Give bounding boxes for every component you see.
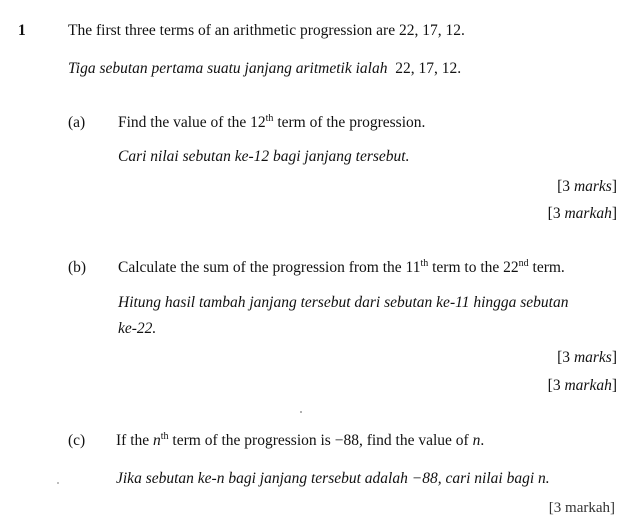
part-b-superscript-1: th bbox=[420, 258, 429, 269]
part-b-malay-line-1: Hitung hasil tambah janjang tersebut dari sebutan ke-11 hingga sebutan bbox=[118, 294, 569, 311]
part-a-marks-open: [3 bbox=[557, 178, 574, 195]
part-a-english-text: Find the value of the 12 bbox=[118, 114, 266, 131]
part-c-english-end: . bbox=[480, 432, 485, 449]
question-stem-english: The first three terms of an arithmetic progression are 22, 17, 12. bbox=[68, 22, 465, 39]
part-c-marks-text: [3 markah] bbox=[548, 500, 615, 516]
part-a-label: (a) bbox=[68, 114, 86, 131]
part-c-variable-n: n bbox=[153, 432, 161, 449]
part-b-english-middle: term to the 22 bbox=[428, 259, 519, 276]
part-c-marks-cutoff bbox=[523, 500, 615, 516]
part-b-markah-word: markah bbox=[564, 377, 612, 394]
part-a-english-text-end: term of the progression. bbox=[273, 114, 426, 131]
part-c-malay: Jika sebutan ke-n bagi janjang tersebut adalah −88, cari nilai bagi n. bbox=[116, 470, 550, 487]
part-b-marks-english bbox=[557, 349, 617, 367]
part-b-malay-line-2: ke-22. bbox=[118, 320, 157, 337]
part-a-markah-word: markah bbox=[564, 205, 612, 222]
part-b-superscript-2: nd bbox=[518, 258, 529, 269]
part-b-english bbox=[118, 259, 565, 277]
part-c-variable-n-2: n bbox=[472, 432, 481, 449]
part-a-marks-malay bbox=[548, 205, 617, 223]
part-a-english bbox=[118, 114, 425, 132]
part-b-marks-malay bbox=[548, 377, 617, 395]
part-a-marks-word: marks bbox=[573, 178, 612, 195]
part-b-markah-close: ] bbox=[611, 377, 617, 394]
part-b-marks-word: marks bbox=[573, 349, 612, 366]
part-b-marks-open: [3 bbox=[557, 349, 574, 366]
part-b-markah-open: [3 bbox=[547, 377, 565, 394]
part-a-markah-close: ] bbox=[611, 205, 617, 222]
part-a-malay: Cari nilai sebutan ke-12 bagi janjang tersebut. bbox=[118, 148, 410, 165]
part-c-english-middle: term of the progression is −88, find the value of bbox=[168, 432, 473, 449]
part-b-label: (b) bbox=[68, 259, 87, 276]
question-stem-malay-text: Tiga sebutan pertama suatu janjang aritmetik ialah bbox=[68, 60, 388, 77]
part-c-english bbox=[116, 432, 484, 450]
part-b-english-end: term. bbox=[528, 259, 565, 276]
part-a-superscript: th bbox=[265, 113, 274, 124]
question-stem-malay bbox=[68, 60, 461, 78]
question-number: 1 bbox=[18, 22, 26, 39]
part-a-marks-close: ] bbox=[611, 178, 617, 195]
scan-speck bbox=[57, 482, 59, 484]
part-b-marks-close: ] bbox=[611, 349, 617, 366]
part-a-markah-open: [3 bbox=[547, 205, 565, 222]
part-c-english-text: If the bbox=[116, 432, 154, 449]
part-c-superscript: th bbox=[160, 431, 169, 442]
question-stem-malay-values: 22, 17, 12. bbox=[395, 60, 462, 77]
part-a-marks-english bbox=[557, 178, 617, 196]
part-b-english-text: Calculate the sum of the progression from the 11 bbox=[118, 259, 421, 276]
scan-speck bbox=[300, 411, 302, 413]
part-c-label: (c) bbox=[68, 432, 86, 449]
